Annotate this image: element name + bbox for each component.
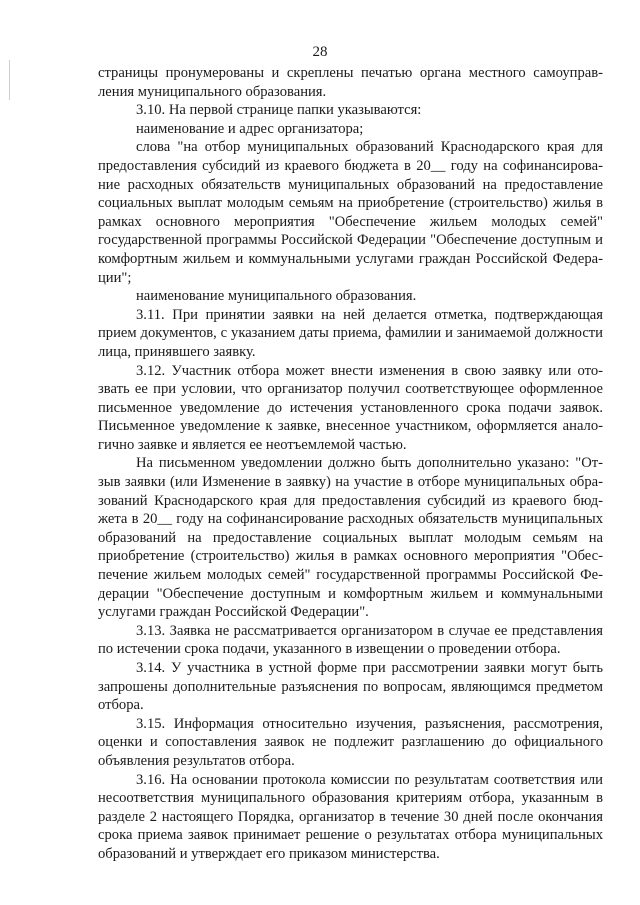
paragraph-written-notice: На письменном уведомлении должно быть дополнительно указано: "Отзыв заявки (или Изменение в заявку) на участие в отборе муниципальных образований Краснодарского края для предоставления субсидий из краевого бюджета в 20__ году на софинансирование расходных обязательств муниципальных образований на предоставление социальных выплат молодым семьям на приобретение (строительство) жилья в рамках основного мероприятия "Обеспечение жильем молодых семей" государственной программы Российской Федерации "Обеспечение доступным и комфортным жильем и коммунальными услугами граждан Российской Федерации".	[98, 455, 603, 621]
list-item-municipality-name: наименование муниципального образования.	[136, 288, 417, 305]
list-item-organizer: наименование и адрес организатора;	[136, 120, 364, 137]
scan-edge-mark	[9, 60, 10, 100]
paragraph-3-12: 3.12. Участник отбора может внести изменения в свою заявку или отозвать ее при условии, что организатор получил соответствующее оформленное письменное уведомление до истечения установленного срока подачи заявок. Письменное уведомление к заявке, внесенное участником, оформляется аналогично заявке и является ее неотъемлемой частью.	[98, 362, 603, 453]
document-body	[98, 64, 603, 864]
page-number: 28	[312, 44, 328, 60]
paragraph-continuation: страницы пронумерованы и скреплены печатью органа местного самоуправления муниципального образования.	[98, 65, 603, 100]
paragraph-3-13: 3.13. Заявка не рассматривается организатором в случае ее представления по истечении срока подачи, указанного в извещении о проведении отбора.	[98, 622, 603, 658]
paragraph-3-15: 3.15. Информация относительно изучения, разъяснения, рассмотрения, оценки и сопоставления заявок не подлежит разглашению до официального объявления результатов отбора.	[98, 715, 603, 769]
paragraph-3-14: 3.14. У участника в устной форме при рассмотрении заявки могут быть запрошены дополнительные разъяснения по вопросам, являющимся предметом отбора.	[98, 660, 603, 714]
paragraph-3-16: 3.16. На основании протокола комиссии по результатам соответствия или несоответствия муниципального образования критериям отбора, указанным в разделе 2 настоящего Порядка, организатор в течение 30 дней после окончания срока приема заявок принимает решение о результатах отбора муниципальных образований и утверждает его приказом министерства.	[98, 771, 603, 862]
paragraph-3-10: 3.10. На первой странице папки указываются:	[136, 102, 422, 119]
list-item-words: слова "на отбор муниципальных образований Краснодарского края для предоставления субсидий из краевого бюджета в 20__ году на софинансирование расходных обязательств муниципальных образований на предоставление социальных выплат молодым семьям на приобретение (строительство) жилья в рамках основного мероприятия "Обеспечение жильем молодых семей" государственной программы Российской Федерации "Обеспечение доступным и комфортным жильем и коммунальными услугами граждан Российской Федерации";	[98, 139, 603, 286]
paragraph-3-11: 3.11. При принятии заявки на ней делается отметка, подтверждающая прием документов, с указанием даты приема, фамилии и занимаемой должности лица, принявшего заявку.	[98, 306, 603, 360]
